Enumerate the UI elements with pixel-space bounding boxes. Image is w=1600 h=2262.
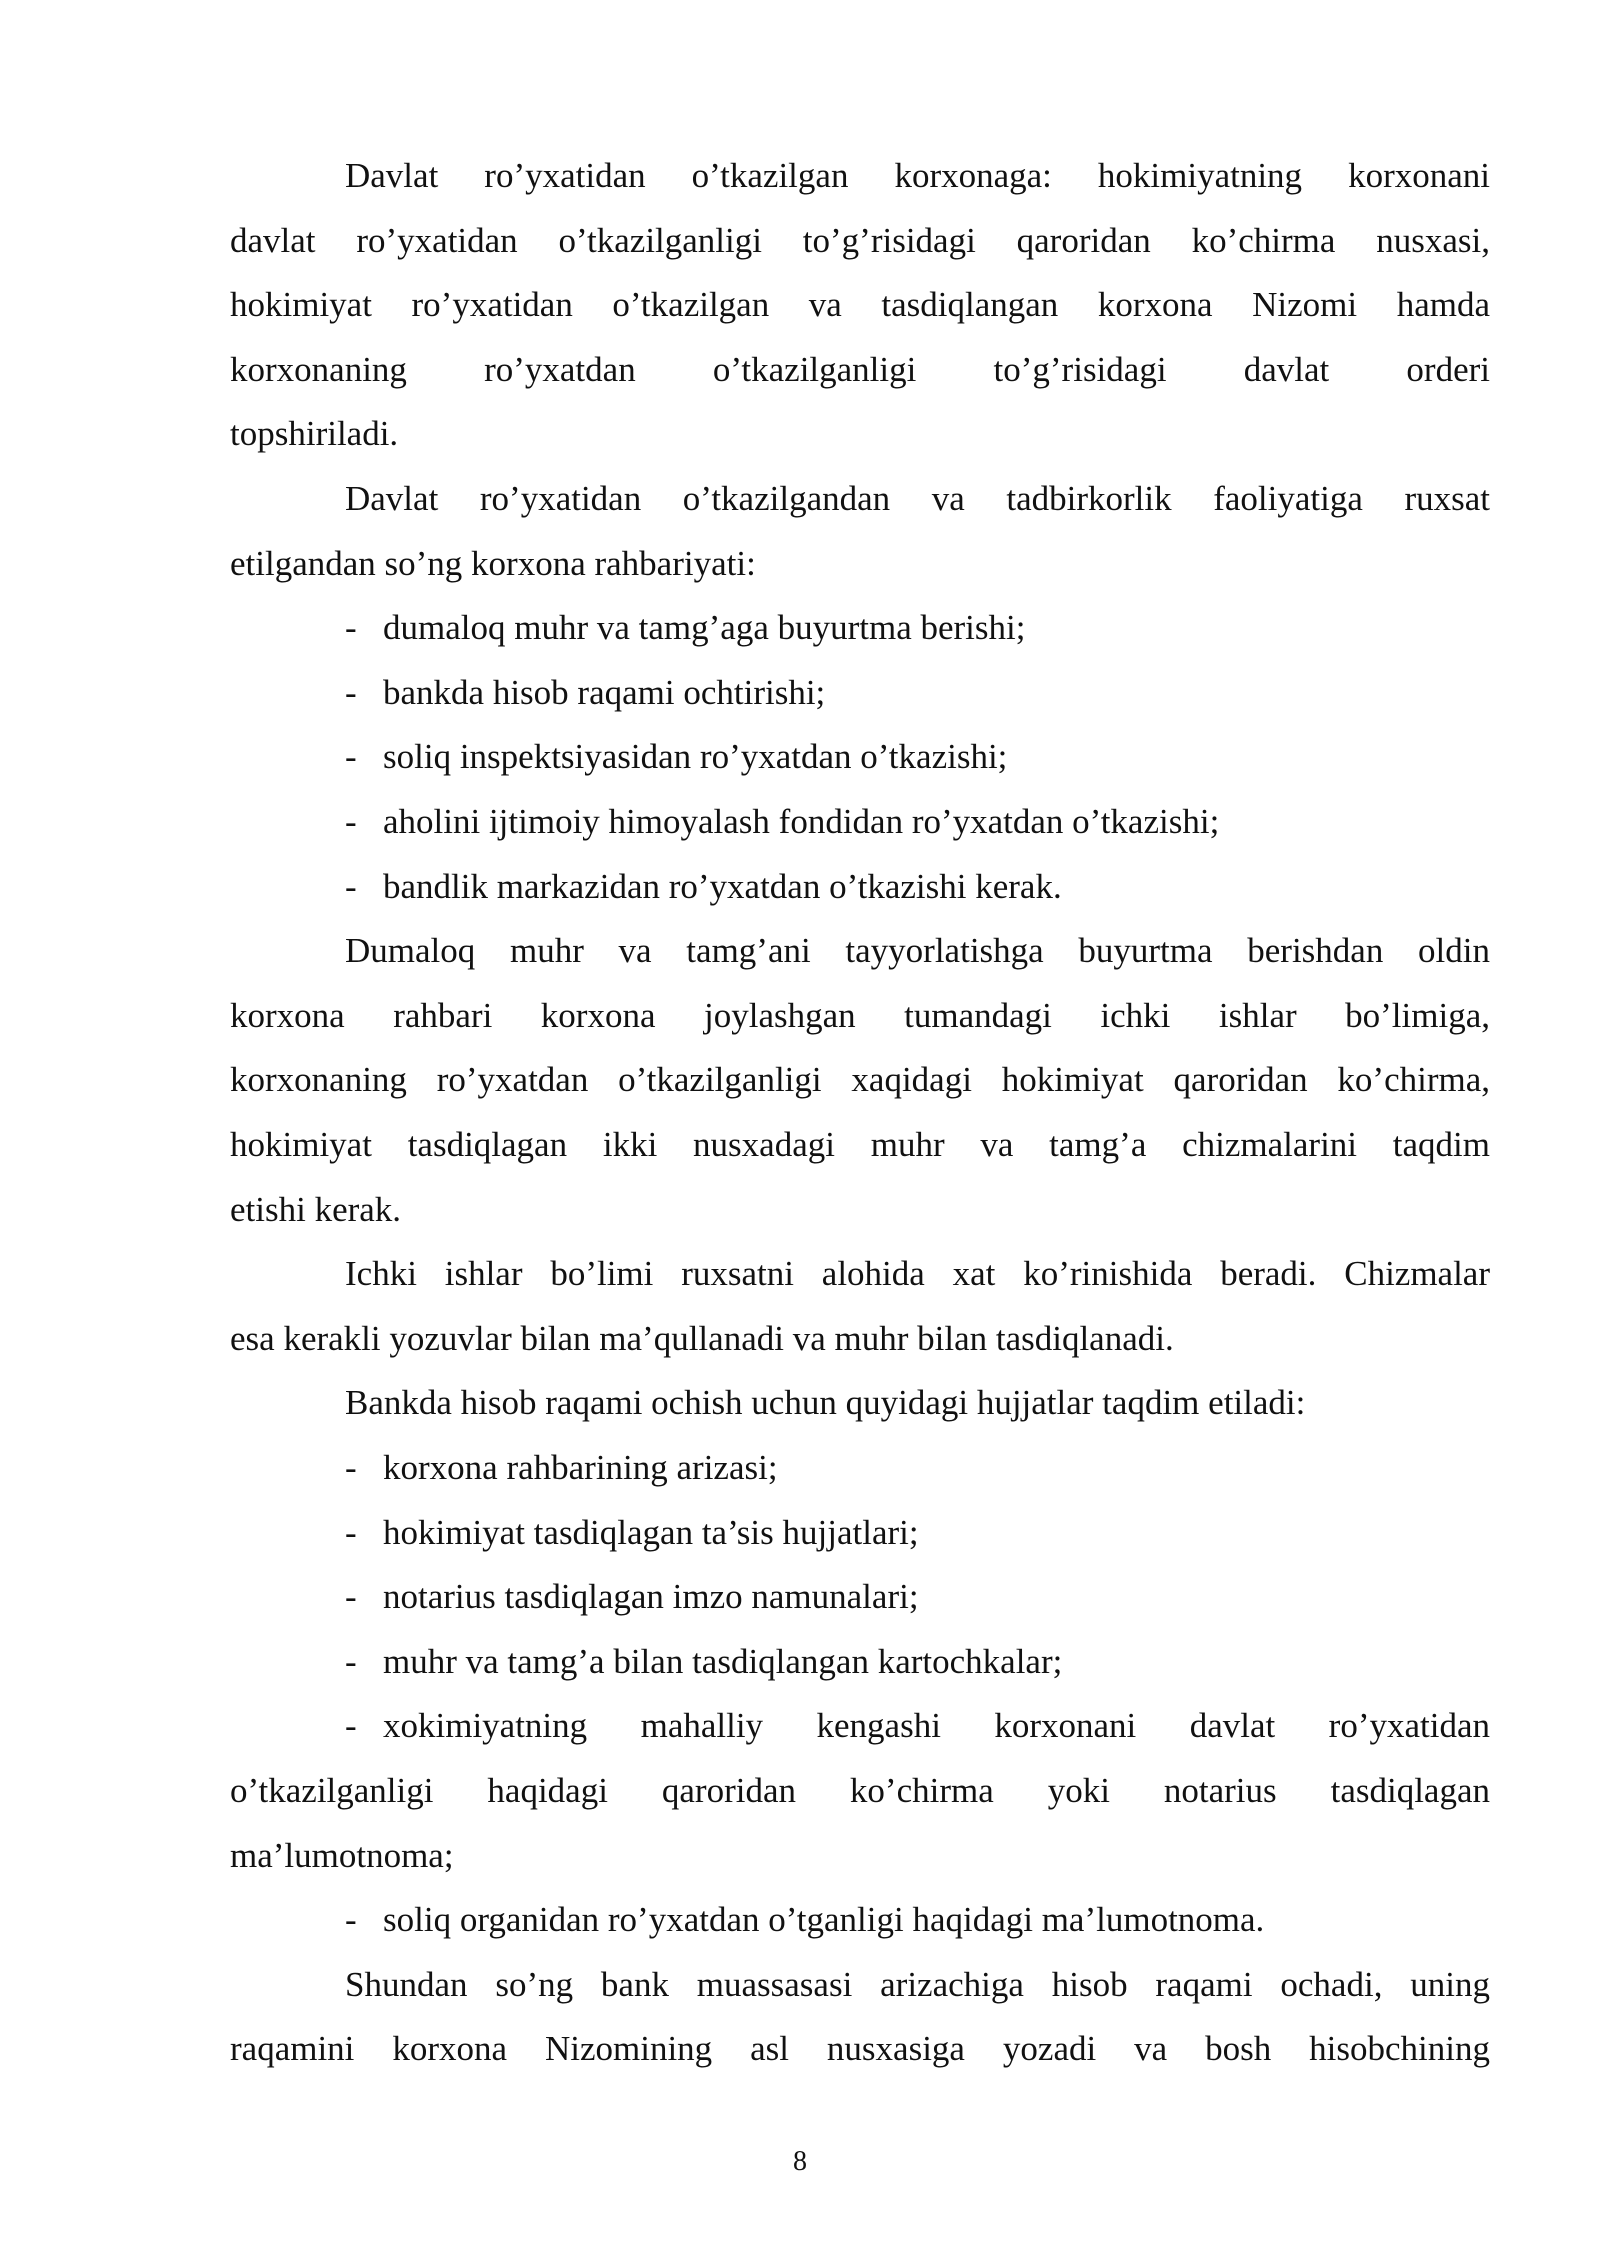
paragraph-line: Ichki ishlar bo’limi ruxsatni alohida xat ko’rinishida beradi. Chizmalar bbox=[345, 1254, 1490, 1294]
paragraph-line: Bankda hisob raqami ochish uchun quyidagi hujjatlar taqdim etiladi: bbox=[345, 1383, 1306, 1423]
paragraph-line: Davlat ro’yxatidan o’tkazilgan korxonaga: hokimiyatning korxonani bbox=[345, 156, 1490, 195]
list-item-text: bandlik markazidan ro’yxatdan o’tkazishi kerak. bbox=[383, 866, 1062, 906]
paragraph-line: hokimiyat ro’yxatidan o’tkazilgan va tasdiqlangan korxona Nizomi hamda bbox=[230, 285, 1490, 325]
list-bullet-dash: - bbox=[345, 608, 357, 648]
list-item bbox=[345, 1435, 1490, 1500]
paragraph-line: Davlat ro’yxatidan o’tkazilgandan va tadbirkorlik faoliyatiga ruxsat bbox=[345, 479, 1490, 518]
list-item bbox=[345, 1693, 1490, 1758]
list-item bbox=[345, 1500, 1490, 1565]
list-bullet-dash: - bbox=[345, 1706, 357, 1746]
paragraph-line: hokimiyat tasdiqlagan ikki nusxadagi muhr va tamg’a chizmalarini taqdim bbox=[230, 1125, 1490, 1164]
list-bullet-dash: - bbox=[345, 737, 357, 777]
list-bullet-dash: - bbox=[345, 866, 357, 906]
list-bullet-dash: - bbox=[345, 672, 357, 712]
list-bullet-dash: - bbox=[345, 1900, 357, 1940]
list-bullet-dash: - bbox=[345, 1512, 357, 1552]
list-item-text: soliq organidan ro’yxatdan o’tganligi haqidagi ma’lumotnoma. bbox=[383, 1900, 1265, 1940]
paragraph-line: korxona rahbari korxona joylashgan tumandagi ichki ishlar bo’limiga, bbox=[230, 995, 1490, 1035]
list-item-text: korxona rahbarining arizasi; bbox=[383, 1448, 778, 1487]
list-bullet-dash: - bbox=[345, 1577, 357, 1617]
paragraph-line: esa kerakli yozuvlar bilan ma’qullanadi va muhr bilan tasdiqlanadi. bbox=[230, 1318, 1174, 1358]
list-item-text: aholini ijtimoiy himoyalash fondidan ro’yxatdan o’tkazishi; bbox=[383, 802, 1220, 841]
list-item bbox=[345, 854, 1490, 919]
list-bullet-dash: - bbox=[345, 1641, 357, 1681]
paragraph-line: ma’lumotnoma; bbox=[230, 1835, 454, 1875]
list-item bbox=[345, 724, 1490, 789]
paragraph-line: o’tkazilganligi haqidagi qaroridan ko’chirma yoki notarius tasdiqlagan bbox=[230, 1771, 1490, 1810]
list-item bbox=[345, 789, 1490, 854]
list-bullet-dash: - bbox=[345, 1448, 357, 1487]
paragraph-line: etilgandan so’ng korxona rahbariyati: bbox=[230, 543, 756, 583]
list-item-text: bankda hisob raqami ochtirishi; bbox=[383, 672, 826, 712]
list-item-text: xokimiyatning mahalliy kengashi korxonani davlat ro’yxatidan bbox=[383, 1706, 1490, 1746]
list-item-text: soliq inspektsiyasidan ro’yxatdan o’tkazishi; bbox=[383, 737, 1008, 777]
page-number: 8 bbox=[793, 2146, 807, 2177]
list-item-text: dumaloq muhr va tamg’aga buyurtma berishi; bbox=[383, 608, 1026, 648]
paragraph-line: topshiriladi. bbox=[230, 414, 399, 454]
list-item bbox=[345, 660, 1490, 725]
list-bullet-dash: - bbox=[345, 802, 357, 841]
paragraph-line: etishi kerak. bbox=[230, 1189, 402, 1229]
paragraph-line: Shundan so’ng bank muassasasi arizachiga hisob raqami ochadi, uning bbox=[345, 1964, 1490, 2004]
list-item bbox=[345, 1887, 1490, 1952]
paragraph-line: Dumaloq muhr va tamg’ani tayyorlatishga buyurtma berishdan oldin bbox=[345, 931, 1490, 971]
list-item bbox=[345, 595, 1490, 660]
list-item bbox=[345, 1629, 1490, 1694]
paragraph-line: davlat ro’yxatidan o’tkazilganligi to’g’risidagi qaroridan ko’chirma nusxasi, bbox=[230, 220, 1490, 260]
list-item-text: notarius tasdiqlagan imzo namunalari; bbox=[383, 1577, 919, 1617]
list-item bbox=[345, 1564, 1490, 1629]
list-item-text: hokimiyat tasdiqlagan ta’sis hujjatlari; bbox=[383, 1512, 919, 1552]
paragraph-line: korxonaning ro’yxatdan o’tkazilganligi xaqidagi hokimiyat qaroridan ko’chirma, bbox=[230, 1060, 1490, 1100]
paragraph-line: korxonaning ro’yxatdan o’tkazilganligi to’g’risidagi davlat orderi bbox=[230, 349, 1490, 389]
paragraph-line: raqamini korxona Nizomining asl nusxasiga yozadi va bosh hisobchining bbox=[230, 2029, 1490, 2069]
list-item-text: muhr va tamg’a bilan tasdiqlangan kartochkalar; bbox=[383, 1641, 1063, 1681]
